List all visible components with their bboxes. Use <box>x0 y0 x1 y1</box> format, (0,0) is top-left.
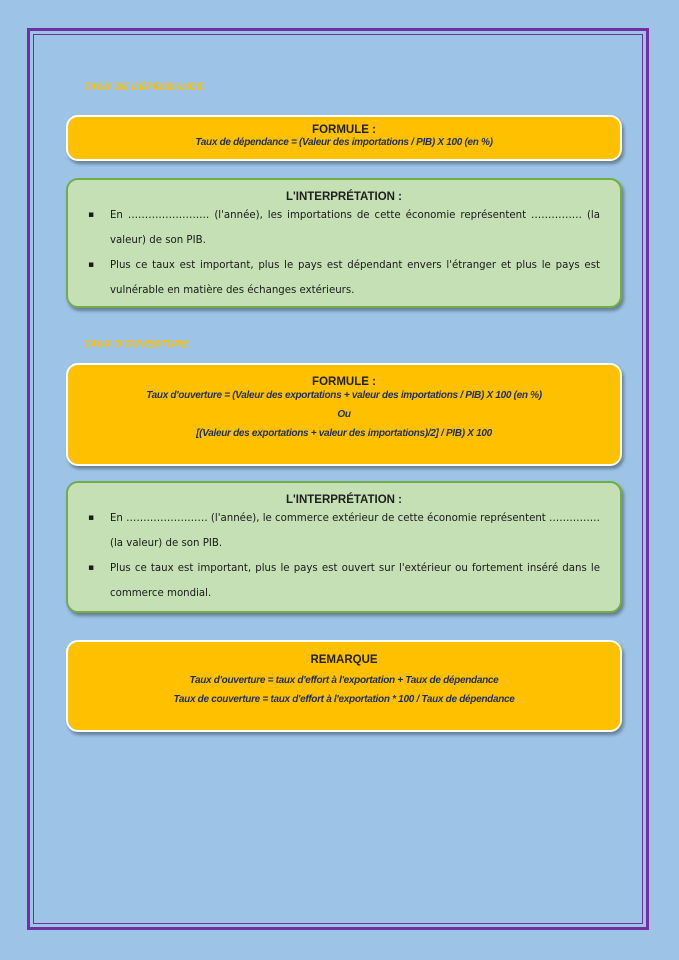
formula-ouverture-1: Taux d'ouverture = (Valeur des exportations + valeur des importations / PIB) X 100 (en %) <box>146 390 542 401</box>
list-item <box>82 556 600 606</box>
section-heading-ouverture: TAUX D'OUVERTURE <box>84 339 189 350</box>
list-item <box>82 506 600 556</box>
remark-box <box>66 640 622 732</box>
remark-line-1: Taux d'ouverture = taux d'effort à l'exportation + Taux de dépendance <box>189 675 499 686</box>
square-bullet-icon: ▪ <box>88 513 95 523</box>
formula-title: FORMULE : <box>312 376 376 388</box>
interpretation-box-dependance <box>66 178 622 308</box>
bullet-text: En …………………… (l'année), les importations de cette économie représentent …………… (la valeur) de son PIB. <box>110 210 600 246</box>
bullet-text: Plus ce taux est important, plus le pays est dépendant envers l'étranger et plus le pays est vulnérable en matière des échanges extérieurs. <box>110 260 600 296</box>
section-heading-dependance: TAUX DE DÉPENDANCE <box>84 82 204 93</box>
bullet-text: En …………………… (l'année), le commerce extérieur de cette économie représentent …………… (la valeur) de son PIB. <box>110 513 600 549</box>
remark-title: REMARQUE <box>310 654 378 666</box>
formula-ouverture-2: [(Valeur des exportations + valeur des importations)/2] / PIB) X 100 <box>196 428 492 439</box>
square-bullet-icon: ▪ <box>88 260 95 270</box>
interpretation-list <box>68 506 620 606</box>
list-item <box>82 203 600 253</box>
remark-line-2: Taux de couverture = taux d'effort à l'exportation * 100 / Taux de dépendance <box>173 694 515 705</box>
list-item <box>82 253 600 303</box>
formula-or-label: Ou <box>337 409 351 420</box>
page-border-inner <box>33 34 643 924</box>
interpretation-title: L'INTERPRÉTATION : <box>285 191 403 203</box>
formula-box-ouverture <box>66 363 622 466</box>
formula-dependance: Taux de dépendance = (Valeur des importations / PIB) X 100 (en %) <box>195 137 493 148</box>
interpretation-title: L'INTERPRÉTATION : <box>285 494 403 506</box>
bullet-text: Plus ce taux est important, plus le pays est ouvert sur l'extérieur ou fortement inséré dans le commerce mondial. <box>110 563 600 599</box>
formula-box-dependance <box>66 115 622 161</box>
square-bullet-icon: ▪ <box>88 210 95 220</box>
interpretation-box-ouverture <box>66 481 622 613</box>
formula-title: FORMULE : <box>312 124 376 136</box>
square-bullet-icon: ▪ <box>88 563 95 573</box>
interpretation-list <box>68 203 620 303</box>
